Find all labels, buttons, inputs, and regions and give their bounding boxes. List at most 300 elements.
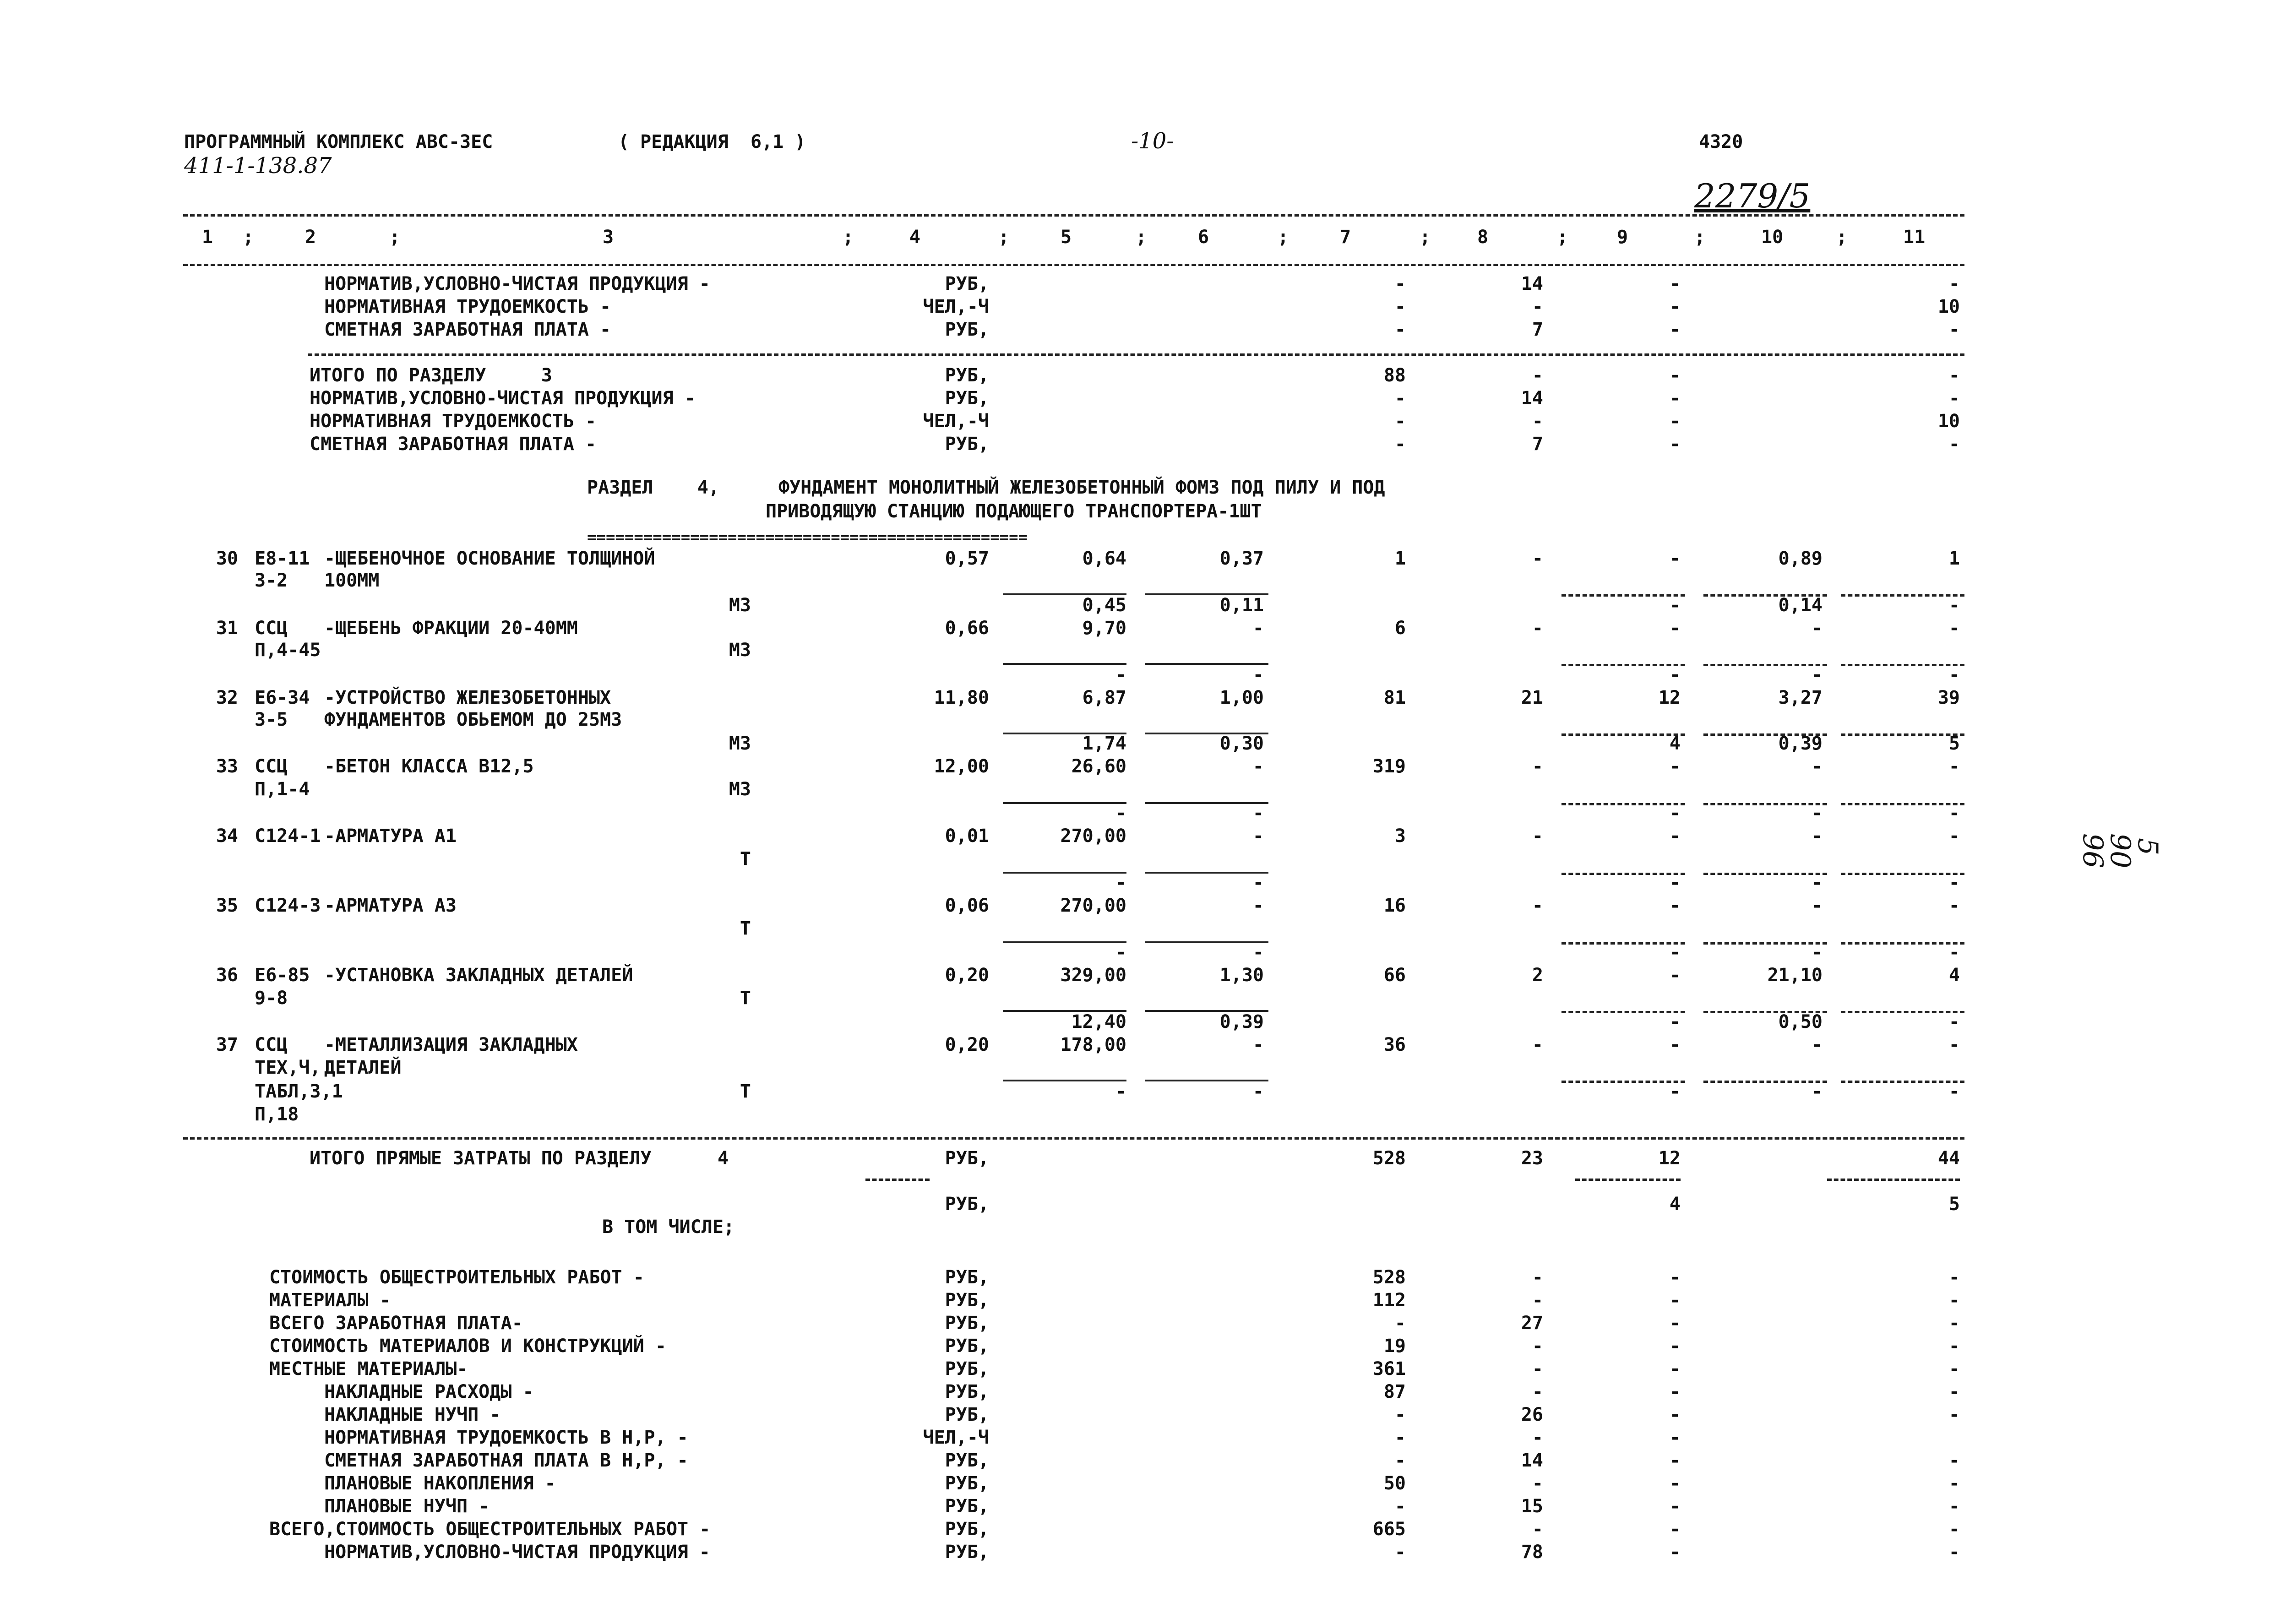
cell-c2: Е8-11 bbox=[255, 548, 310, 569]
cell-c10: 0,39 bbox=[1778, 733, 1823, 754]
cell-c7: 36 bbox=[1383, 1034, 1406, 1055]
cell-c8: - bbox=[1532, 411, 1543, 432]
section-label: РАЗДЕЛ 4, bbox=[587, 477, 719, 498]
cell-c6: - bbox=[1252, 872, 1264, 893]
margin-mark-3: 5 bbox=[2132, 838, 2164, 856]
cell-c5: 0,64 bbox=[1082, 548, 1126, 569]
cell-c9: - bbox=[1669, 1519, 1681, 1540]
cell-c2: П,1-4 bbox=[255, 779, 310, 800]
cell-c7: 6 bbox=[1394, 618, 1406, 639]
cell-c9: 4 bbox=[1669, 1194, 1681, 1215]
cell-c6: 0,37 bbox=[1219, 548, 1264, 569]
cost-subrule bbox=[1841, 664, 1964, 666]
cell-c1: 37 bbox=[216, 1034, 238, 1055]
cell-c2: ССЦ bbox=[255, 756, 288, 777]
cell-c2: ТАБЛ,3,1 bbox=[255, 1081, 343, 1102]
cell-c7: - bbox=[1394, 1450, 1406, 1471]
cell-c5: 270,00 bbox=[1060, 895, 1126, 916]
cell-c11: - bbox=[1948, 319, 1960, 340]
cell-c8: 23 bbox=[1521, 1148, 1543, 1169]
cell-c9: - bbox=[1669, 618, 1681, 639]
cell-c8: - bbox=[1532, 1034, 1543, 1055]
cost-subrule bbox=[1841, 803, 1964, 805]
cell-c10: 0,50 bbox=[1778, 1011, 1823, 1032]
cell-c4: РУБ, bbox=[945, 434, 989, 455]
cell-c5: 270,00 bbox=[1060, 826, 1126, 847]
cell-c4: ЧЕЛ,-Ч bbox=[923, 1427, 989, 1448]
cell-c8: 14 bbox=[1521, 1450, 1543, 1471]
cell-c3: НОРМАТИВ,УСЛОВНО-ЧИСТАЯ ПРОДУКЦИЯ - bbox=[324, 1542, 710, 1563]
cell-c7: 528 bbox=[1372, 1148, 1406, 1169]
cell-c10: - bbox=[1811, 664, 1823, 685]
total-subrule bbox=[1575, 1179, 1681, 1181]
cost-subrule bbox=[1145, 663, 1268, 665]
cell-c11: - bbox=[1948, 1381, 1960, 1402]
cost-subrule bbox=[1703, 873, 1827, 875]
cell-c6: - bbox=[1252, 826, 1264, 847]
cost-subrule bbox=[1003, 1010, 1126, 1012]
cell-c11: - bbox=[1948, 1081, 1960, 1102]
sheet-stamp: 2279/5 bbox=[1694, 177, 1811, 215]
cell-c2: 3-5 bbox=[255, 709, 288, 730]
cell-c9: - bbox=[1669, 1290, 1681, 1311]
cell-c9: - bbox=[1669, 1496, 1681, 1517]
cell-c5: 9,70 bbox=[1082, 618, 1126, 639]
cell-c11: - bbox=[1948, 1473, 1960, 1494]
cell-c4: 0,66 bbox=[945, 618, 989, 639]
cell-c8: - bbox=[1532, 296, 1543, 317]
cell-c3u: Т bbox=[740, 988, 751, 1009]
cost-subrule bbox=[1003, 941, 1126, 943]
cell-c9: 12 bbox=[1658, 687, 1681, 708]
section-title-line1: ФУНДАМЕНТ МОНОЛИТНЫЙ ЖЕЛЕЗОБЕТОННЫЙ ФОМЗ ПОД ПИЛУ И ПОД bbox=[778, 477, 1385, 498]
margin-mark-2: 90 bbox=[2104, 833, 2136, 869]
cell-c10: - bbox=[1811, 895, 1823, 916]
cell-c9: - bbox=[1669, 548, 1681, 569]
cell-c3a: ВСЕГО ЗАРАБОТНАЯ ПЛАТА- bbox=[269, 1313, 523, 1334]
cell-c6: 1,30 bbox=[1219, 965, 1264, 986]
cell-c7: 16 bbox=[1383, 895, 1406, 916]
header-bottom-rule bbox=[183, 264, 1964, 266]
cell-c5: - bbox=[1115, 872, 1126, 893]
column-number-3: 3 bbox=[603, 227, 614, 248]
cell-c7: 50 bbox=[1383, 1473, 1406, 1494]
cell-c4: 12,00 bbox=[934, 756, 989, 777]
cell-c4: 11,80 bbox=[934, 687, 989, 708]
cell-c6: 0,11 bbox=[1219, 595, 1264, 616]
cell-c11: 5 bbox=[1948, 733, 1960, 754]
cell-c3u: Т bbox=[740, 918, 751, 939]
cost-subrule bbox=[1703, 803, 1827, 805]
column-separator: ; bbox=[389, 227, 401, 248]
cell-c3a: МАТЕРИАЛЫ - bbox=[269, 1290, 391, 1311]
cell-c7: 81 bbox=[1383, 687, 1406, 708]
cell-c7: 665 bbox=[1372, 1519, 1406, 1540]
cell-c11: 1 bbox=[1948, 548, 1960, 569]
cell-c11: 5 bbox=[1948, 1194, 1960, 1215]
cell-c11: 44 bbox=[1937, 1148, 1960, 1169]
cell-c9: - bbox=[1669, 1381, 1681, 1402]
cost-subrule bbox=[1703, 942, 1827, 945]
cell-c3b: НОРМАТИВ,УСЛОВНО-ЧИСТАЯ ПРОДУКЦИЯ - bbox=[310, 388, 696, 409]
cell-c5: - bbox=[1115, 942, 1126, 963]
cell-c4: РУБ, bbox=[945, 1519, 989, 1540]
cell-c7: 3 bbox=[1394, 826, 1406, 847]
cell-c3b: СМЕТНАЯ ЗАРАБОТНАЯ ПЛАТА - bbox=[310, 434, 597, 455]
cell-c6: - bbox=[1252, 803, 1264, 824]
cell-c3: ПЛАНОВЫЕ НАКОПЛЕНИЯ - bbox=[324, 1473, 556, 1494]
cell-c1: 35 bbox=[216, 895, 238, 916]
cost-subrule bbox=[1561, 942, 1685, 945]
cell-c8: 78 bbox=[1521, 1542, 1543, 1563]
in-total-label: В ТОМ ЧИСЛЕ; bbox=[602, 1217, 734, 1238]
cell-c3a: МЕСТНЫЕ МАТЕРИАЛЫ- bbox=[269, 1358, 468, 1380]
cell-c11: - bbox=[1948, 1267, 1960, 1288]
cell-c9: - bbox=[1669, 1313, 1681, 1334]
cell-c8: - bbox=[1532, 1336, 1543, 1357]
cell-c8: - bbox=[1532, 365, 1543, 386]
cost-subrule bbox=[1003, 802, 1126, 804]
cell-c8: - bbox=[1532, 1290, 1543, 1311]
cell-c4: РУБ, bbox=[945, 365, 989, 386]
cell-c3b: ИТОГО ПРЯМЫЕ ЗАТРАТЫ ПО РАЗДЕЛУ 4 bbox=[310, 1148, 729, 1169]
cell-c9: - bbox=[1669, 1542, 1681, 1563]
cell-c10: 0,14 bbox=[1778, 595, 1823, 616]
cell-c8: - bbox=[1532, 756, 1543, 777]
column-separator: ; bbox=[243, 227, 254, 248]
cell-c6: - bbox=[1252, 664, 1264, 685]
cell-c9: - bbox=[1669, 895, 1681, 916]
cell-c5: 0,45 bbox=[1082, 595, 1126, 616]
cell-c11: - bbox=[1948, 1404, 1960, 1425]
cell-c3b: НОРМАТИВНАЯ ТРУДОЕМКОСТЬ - bbox=[310, 411, 597, 432]
cell-c7: - bbox=[1394, 1313, 1406, 1334]
cost-subrule bbox=[1561, 733, 1685, 736]
cell-c7: 19 bbox=[1383, 1336, 1406, 1357]
cell-c7: 88 bbox=[1383, 365, 1406, 386]
cell-c8: - bbox=[1532, 548, 1543, 569]
cell-c3u: М3 bbox=[729, 779, 751, 800]
cost-subrule bbox=[1003, 872, 1126, 874]
cell-c4: РУБ, bbox=[945, 1473, 989, 1494]
cost-subrule bbox=[1145, 593, 1268, 595]
cell-c4: РУБ, bbox=[945, 1496, 989, 1517]
cell-c8: 27 bbox=[1521, 1313, 1543, 1334]
cell-c9: - bbox=[1669, 1358, 1681, 1380]
cell-c3: -МЕТАЛЛИЗАЦИЯ ЗАКЛАДНЫХ bbox=[324, 1034, 578, 1055]
cell-c4: 0,20 bbox=[945, 965, 989, 986]
column-number-2: 2 bbox=[305, 227, 316, 248]
cell-c3: 100ММ bbox=[324, 570, 380, 591]
cell-c11: - bbox=[1948, 1336, 1960, 1357]
document-code: 4320 bbox=[1699, 131, 1743, 152]
cell-c3: НОРМАТИВНАЯ ТРУДОЕМКОСТЬ - bbox=[324, 296, 611, 317]
cell-c10: - bbox=[1811, 1034, 1823, 1055]
cell-c9: - bbox=[1669, 1081, 1681, 1102]
cell-c3a: СТОИМОСТЬ ОБЩЕСТРОИТЕЛЬНЫХ РАБОТ - bbox=[269, 1267, 644, 1288]
total-subrule bbox=[865, 1179, 930, 1181]
cell-c11: - bbox=[1948, 618, 1960, 639]
cell-c9: - bbox=[1669, 273, 1681, 294]
cell-c11: - bbox=[1948, 756, 1960, 777]
cell-c8: 26 bbox=[1521, 1404, 1543, 1425]
total-subrule bbox=[1827, 1179, 1960, 1181]
cell-c4: ЧЕЛ,-Ч bbox=[923, 296, 989, 317]
cell-c11: - bbox=[1948, 872, 1960, 893]
column-number-8: 8 bbox=[1477, 227, 1489, 248]
cell-c1: 32 bbox=[216, 687, 238, 708]
cell-c3: ДЕТАЛЕЙ bbox=[324, 1057, 402, 1078]
cell-c1: 30 bbox=[216, 548, 238, 569]
cell-c11: - bbox=[1948, 1496, 1960, 1517]
cell-c4: РУБ, bbox=[945, 1358, 989, 1380]
cell-c7: - bbox=[1394, 434, 1406, 455]
cell-c5: - bbox=[1115, 1081, 1126, 1102]
cell-c11: - bbox=[1948, 1034, 1960, 1055]
cell-c11: - bbox=[1948, 595, 1960, 616]
section-title-line2: ПРИВОДЯЩУЮ СТАНЦИЮ ПОДАЮЩЕГО ТРАНСПОРТЕРА-1ШТ bbox=[766, 501, 1262, 522]
column-separator: ; bbox=[1836, 227, 1848, 248]
cell-c5: 6,87 bbox=[1082, 687, 1126, 708]
cost-subrule bbox=[1003, 663, 1126, 665]
cell-c9: - bbox=[1669, 1034, 1681, 1055]
cell-c6: - bbox=[1252, 1034, 1264, 1055]
cell-c4: РУБ, bbox=[945, 1194, 989, 1215]
cell-c7: 112 bbox=[1372, 1290, 1406, 1311]
column-number-11: 11 bbox=[1903, 227, 1926, 248]
margin-mark-1: 96 bbox=[2077, 833, 2109, 869]
column-number-4: 4 bbox=[909, 227, 921, 248]
cell-c3: -БЕТОН КЛАССА В12,5 bbox=[324, 756, 534, 777]
cell-c2: Е6-85 bbox=[255, 965, 310, 986]
cell-c9: - bbox=[1669, 1404, 1681, 1425]
cell-c5: 329,00 bbox=[1060, 965, 1126, 986]
cost-subrule bbox=[1145, 1010, 1268, 1012]
cell-c7: 66 bbox=[1383, 965, 1406, 986]
cell-c3b: ИТОГО ПО РАЗДЕЛУ 3 bbox=[310, 365, 552, 386]
cell-c5: - bbox=[1115, 803, 1126, 824]
cell-c1: 31 bbox=[216, 618, 238, 639]
cost-subrule bbox=[1703, 664, 1827, 666]
cell-c2: П,18 bbox=[255, 1104, 299, 1125]
cell-c11: - bbox=[1948, 1313, 1960, 1334]
cell-c7: - bbox=[1394, 411, 1406, 432]
cost-subrule bbox=[1145, 872, 1268, 874]
column-number-1: 1 bbox=[202, 227, 213, 248]
cell-c7: 528 bbox=[1372, 1267, 1406, 1288]
cell-c3u: М3 bbox=[729, 595, 751, 616]
cell-c2: ТЕХ,Ч, bbox=[255, 1057, 321, 1078]
cell-c9: - bbox=[1669, 756, 1681, 777]
cell-c6: - bbox=[1252, 895, 1264, 916]
cell-c7: 319 bbox=[1372, 756, 1406, 777]
cell-c9: 12 bbox=[1658, 1148, 1681, 1169]
section-underline: =============================================== bbox=[587, 528, 1028, 547]
cost-subrule bbox=[1145, 802, 1268, 804]
cell-c3: -АРМАТУРА А3 bbox=[324, 895, 457, 916]
cell-c8: - bbox=[1532, 1381, 1543, 1402]
cost-subrule bbox=[1841, 1081, 1964, 1083]
program-edition: ( РЕДАКЦИЯ 6,1 ) bbox=[618, 131, 806, 152]
cell-c11: - bbox=[1948, 895, 1960, 916]
cost-subrule bbox=[1003, 593, 1126, 595]
cell-c8: 7 bbox=[1532, 434, 1543, 455]
cost-subrule bbox=[1561, 803, 1685, 805]
cell-c3: -УСТАНОВКА ЗАКЛАДНЫХ ДЕТАЛЕЙ bbox=[324, 965, 633, 986]
cell-c8: - bbox=[1532, 1519, 1543, 1540]
cell-c7: 1 bbox=[1394, 548, 1406, 569]
cell-c7: - bbox=[1394, 1542, 1406, 1563]
cell-c6: - bbox=[1252, 1081, 1264, 1102]
cell-c9: - bbox=[1669, 826, 1681, 847]
cell-c3a: СТОИМОСТЬ МАТЕРИАЛОВ И КОНСТРУКЦИЙ - bbox=[269, 1336, 666, 1357]
cost-subrule bbox=[1841, 873, 1964, 875]
cell-c9: - bbox=[1669, 1336, 1681, 1357]
cell-c4: 0,57 bbox=[945, 548, 989, 569]
cell-c1: 34 bbox=[216, 826, 238, 847]
cell-c8: - bbox=[1532, 1267, 1543, 1288]
cell-c10: - bbox=[1811, 756, 1823, 777]
cell-c8: 15 bbox=[1521, 1496, 1543, 1517]
cell-c2: ССЦ bbox=[255, 1034, 288, 1055]
cell-c10: - bbox=[1811, 618, 1823, 639]
cost-subrule bbox=[1561, 664, 1685, 666]
cell-c5: 178,00 bbox=[1060, 1034, 1126, 1055]
cell-c2: П,4-45 bbox=[255, 640, 321, 661]
cell-c4: РУБ, bbox=[945, 1267, 989, 1288]
cell-c10: - bbox=[1811, 1081, 1823, 1102]
cell-c3: СМЕТНАЯ ЗАРАБОТНАЯ ПЛАТА В Н,Р, - bbox=[324, 1450, 688, 1471]
cell-c9: - bbox=[1669, 1011, 1681, 1032]
cell-c11: 10 bbox=[1937, 296, 1960, 317]
cell-c11: - bbox=[1948, 1011, 1960, 1032]
cell-c4: РУБ, bbox=[945, 273, 989, 294]
cell-c3: НОРМАТИВНАЯ ТРУДОЕМКОСТЬ В Н,Р, - bbox=[324, 1427, 688, 1448]
column-separator: ; bbox=[1136, 227, 1147, 248]
page-number: -10- bbox=[1131, 128, 1174, 154]
cost-subrule bbox=[1145, 733, 1268, 734]
cell-c3: -ЩЕБЕНЬ ФРАКЦИИ 20-40ММ bbox=[324, 618, 578, 639]
cell-c3: -АРМАТУРА А1 bbox=[324, 826, 457, 847]
cell-c10: 21,10 bbox=[1767, 965, 1823, 986]
cell-c4: РУБ, bbox=[945, 1148, 989, 1169]
cell-c9: - bbox=[1669, 1427, 1681, 1448]
cell-c7: 361 bbox=[1372, 1358, 1406, 1380]
cost-subrule bbox=[1703, 1011, 1827, 1013]
cost-subrule bbox=[1561, 1011, 1685, 1013]
cost-subrule bbox=[1561, 1081, 1685, 1083]
cell-c8: - bbox=[1532, 1427, 1543, 1448]
cell-c11: - bbox=[1948, 1542, 1960, 1563]
cell-c6: 0,39 bbox=[1219, 1011, 1264, 1032]
cell-c11: - bbox=[1948, 942, 1960, 963]
cell-c2: 9-8 bbox=[255, 988, 288, 1009]
cell-c11: 10 bbox=[1937, 411, 1960, 432]
cell-c3u: Т bbox=[740, 1081, 751, 1102]
cell-c11: - bbox=[1948, 388, 1960, 409]
column-number-7: 7 bbox=[1340, 227, 1351, 248]
cell-c4: РУБ, bbox=[945, 1336, 989, 1357]
cost-subrule bbox=[1841, 942, 1964, 945]
cell-c9: - bbox=[1669, 365, 1681, 386]
cell-c8: - bbox=[1532, 1473, 1543, 1494]
cell-c3: ФУНДАМЕНТОВ ОБЬЕМОМ ДО 25М3 bbox=[324, 709, 622, 730]
cost-subrule bbox=[1841, 594, 1964, 597]
cell-c9: - bbox=[1669, 872, 1681, 893]
column-separator: ; bbox=[1694, 227, 1706, 248]
cell-c5: 1,74 bbox=[1082, 733, 1126, 754]
column-number-9: 9 bbox=[1617, 227, 1628, 248]
cell-c11: - bbox=[1948, 1290, 1960, 1311]
cell-c2: С124-1 bbox=[255, 826, 321, 847]
cell-c11: - bbox=[1948, 826, 1960, 847]
cell-c11: 4 bbox=[1948, 965, 1960, 986]
cell-c11: - bbox=[1948, 1358, 1960, 1380]
subtotal-rule bbox=[308, 353, 1964, 356]
cell-c4: РУБ, bbox=[945, 1290, 989, 1311]
cell-c8: 14 bbox=[1521, 388, 1543, 409]
cell-c10: - bbox=[1811, 826, 1823, 847]
cell-c5: 12,40 bbox=[1071, 1011, 1126, 1032]
cell-c11: 39 bbox=[1937, 687, 1960, 708]
cell-c7: - bbox=[1394, 1427, 1406, 1448]
cost-subrule bbox=[1703, 594, 1827, 597]
cell-c9: - bbox=[1669, 1473, 1681, 1494]
cell-c3u: Т bbox=[740, 848, 751, 869]
column-number-10: 10 bbox=[1761, 227, 1784, 248]
cell-c4: РУБ, bbox=[945, 1450, 989, 1471]
header-top-rule bbox=[183, 214, 1964, 217]
cell-c5: 26,60 bbox=[1071, 756, 1126, 777]
cell-c10: - bbox=[1811, 942, 1823, 963]
cell-c7: - bbox=[1394, 1404, 1406, 1425]
cell-c7: - bbox=[1394, 296, 1406, 317]
column-number-5: 5 bbox=[1061, 227, 1072, 248]
cell-c8: - bbox=[1532, 1358, 1543, 1380]
project-number: 411-1-138.87 bbox=[184, 153, 332, 179]
column-separator: ; bbox=[1278, 227, 1289, 248]
cell-c9: - bbox=[1669, 595, 1681, 616]
cell-c2: Е6-34 bbox=[255, 687, 310, 708]
cell-c10: - bbox=[1811, 872, 1823, 893]
cell-c7: - bbox=[1394, 388, 1406, 409]
cell-c9: - bbox=[1669, 965, 1681, 986]
cell-c1: 36 bbox=[216, 965, 238, 986]
cell-c4: 0,20 bbox=[945, 1034, 989, 1055]
cell-c3: НАКЛАДНЫЕ РАСХОДЫ - bbox=[324, 1381, 534, 1402]
cell-c2: ССЦ bbox=[255, 618, 288, 639]
cell-c4: РУБ, bbox=[945, 1404, 989, 1425]
cell-c1: 33 bbox=[216, 756, 238, 777]
cost-subrule bbox=[1003, 1080, 1126, 1081]
cell-c6: - bbox=[1252, 756, 1264, 777]
cell-c3u: М3 bbox=[729, 640, 751, 661]
cell-c6: - bbox=[1252, 618, 1264, 639]
cell-c11: - bbox=[1948, 664, 1960, 685]
cell-c4: РУБ, bbox=[945, 319, 989, 340]
cost-subrule bbox=[1703, 1081, 1827, 1083]
cell-c9: - bbox=[1669, 319, 1681, 340]
cell-c4: РУБ, bbox=[945, 388, 989, 409]
cell-c9: 4 bbox=[1669, 733, 1681, 754]
column-separator: ; bbox=[843, 227, 854, 248]
cost-subrule bbox=[1841, 733, 1964, 736]
cell-c5: - bbox=[1115, 664, 1126, 685]
cell-c7: - bbox=[1394, 319, 1406, 340]
cell-c8: - bbox=[1532, 895, 1543, 916]
cell-c9: - bbox=[1669, 803, 1681, 824]
cost-subrule bbox=[1561, 873, 1685, 875]
